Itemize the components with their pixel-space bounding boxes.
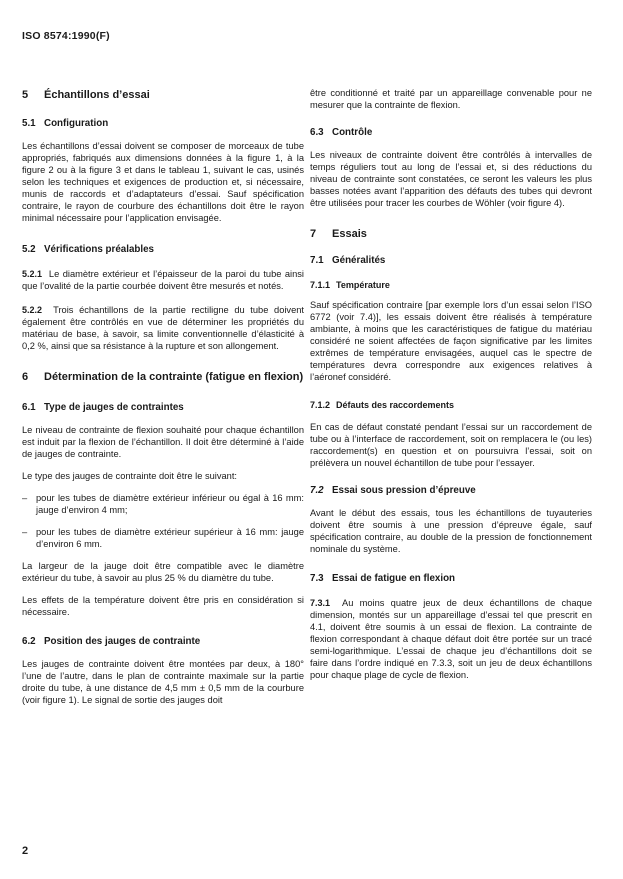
list-item: – pour les tubes de diamètre extérieur inférieur ou égal à 16 mm: jauge d’environ 4 mm; xyxy=(22,493,304,515)
heading-5-1: 5.1 Configuration xyxy=(22,118,109,129)
page-number: 2 xyxy=(22,845,29,857)
heading-section-5: 5 Échantillons d’essai xyxy=(22,89,150,101)
heading-5-2: 5.2 Vérifications préalables xyxy=(22,244,154,255)
heading-section-7: 7 Essais xyxy=(310,228,367,240)
paragraph-5-2-2: 5.2.2 Trois échantillons de la partie rectiligne du tube doivent également être contrôlés en vue de déterminer les propriétés du matériau de base, à savoir, sa limite conventionnelle d’élasticité à 0,2 %, ainsi que sa résistance à la rupture et son allongement. xyxy=(22,305,305,351)
list-item: – pour les tubes de diamètre extérieur supérieur à 16 mm: jauge d’environ 6 mm. xyxy=(22,527,304,549)
heading-section-6: 6 Détermination de la contrainte (fatigue en flexion) xyxy=(22,371,304,383)
paragraph-7-3-1: 7.3.1 Au moins quatre jeux de deux échantillons de chaque dimension, montés sur un appareillage d’essai tel que prescrit en 4.1, doivent être soumis à un essai de flexion. La contrainte de flexion correspondant à chaque défaut doit être portée sur un tracé semi-logarithmique. L’essai de chaque jeu d’échantillons doit se faire dans l’ordre indiqué en 7.3.3, soit un jeu de deux échantillons pour chaque plage de cycle de flexion. xyxy=(310,598,592,680)
paragraph-6-1-c: La largeur de la jauge doit être compatible avec le diamètre extérieur du tube, à savoir au plus 25 % du diamètre du tube. xyxy=(22,561,304,583)
heading-7-1-2: 7.1.2 Défauts des raccordements xyxy=(310,400,455,410)
heading-7-1-1: 7.1.1 Température xyxy=(310,280,390,290)
paragraph-7-1-2: En cas de défaut constaté pendant l’essai sur un raccordement de tube ou à l’interface de raccordement, soit on remplacera le (ou les) raccordement(s) en question et on poursuivra l’essai, soit on prélèvera un nouvel échantillon de tube pour l’essayer. xyxy=(310,422,592,468)
heading-6-1: 6.1 Type de jauges de contraintes xyxy=(22,402,184,413)
paragraph-6-1-d: Les effets de la température doivent être pris en considération si nécessaire. xyxy=(22,595,304,617)
heading-7-1: 7.1 Généralités xyxy=(310,255,386,266)
paragraph-6-1-a: Le niveau de contrainte de flexion souhaité pour chaque échantillon est induit par la flexion de l’échantillon. Il doit être déterminé à l’aide de jauges de contrainte. xyxy=(22,425,304,459)
heading-7-2: 7.2 Essai sous pression d’épreuve xyxy=(310,485,476,496)
heading-6-3: 6.3 Contrôle xyxy=(310,127,373,138)
paragraph-5-1: Les échantillons d’essai doivent se composer de morceaux de tube appropriés, fabriqués aux dimensions données à la figure 1, à la figure 2 ou à la figure 3 et dans le tableau 1, suivant le cas, usinés selon les techniques et exigences de production et, si nécessaire, munis de raccords et d’adaptateurs d’essai. Sauf spécification contraire, le rayon de courbure des échantillons doit être le rayon minimal nécessaire pour l’application envisagée. xyxy=(22,141,304,223)
paragraph-6-2: Les jauges de contrainte doivent être montées par deux, à 180° l’une de l’autre, dans le plan de contrainte maximale sur la partie droite du tube, à une distance de 4,5 mm ± 0,5 mm de la courbure (voir figure 1). Le signal de sortie des jauges doit xyxy=(22,659,304,705)
paragraph-6-1-b: Le type des jauges de contrainte doit être le suivant: xyxy=(22,471,237,481)
right-column xyxy=(310,87,592,681)
heading-7-3: 7.3 Essai de fatigue en flexion xyxy=(310,573,456,584)
paragraph-7-2: Avant le début des essais, tous les échantillons de tuyauteries doivent être soumis à une pression d’épreuve égale, sauf spécification contraire, au double de la pression de fonctionnement nominale du système. xyxy=(310,508,592,554)
paragraph-6-3: Les niveaux de contrainte doivent être contrôlés à intervalles de temps réguliers tout au long de l’essai et, si des réductions du niveau de contrainte sont constatées, ce seront les valeurs les plus basses notées avant l’apparition des défauts des tubes qui devront être utilisées pour tracer les courbes de Wöhler (voir figure 4). xyxy=(310,150,592,208)
paragraph-continued: être conditionné et traité par un appareillage convenable pour ne mesurer que la contrainte de flexion. xyxy=(310,88,592,110)
standard-reference: ISO 8574:1990(F) xyxy=(22,30,110,42)
heading-6-2: 6.2 Position des jauges de contrainte xyxy=(22,636,201,647)
paragraph-5-2-1: 5.2.1 Le diamètre extérieur et l’épaisseur de la paroi du tube ainsi que l’ovalité de la partie courbée doivent être mesurés et notés. xyxy=(22,269,305,291)
left-column xyxy=(22,88,304,706)
paragraph-7-1-1: Sauf spécification contraire [par exemple lors d’un essai selon l’ISO 6772 (voir 7.4)], les essais doivent être réalisés à température ambiante, à moins que les caractéristiques de fatigue du matériau considéré ne soient affectées de façon significative par les limites extrêmes de température envisagées, auquel cas le spectre de températures devra correspondre aux exigences relatives à l’aéronef considéré. xyxy=(310,300,592,382)
